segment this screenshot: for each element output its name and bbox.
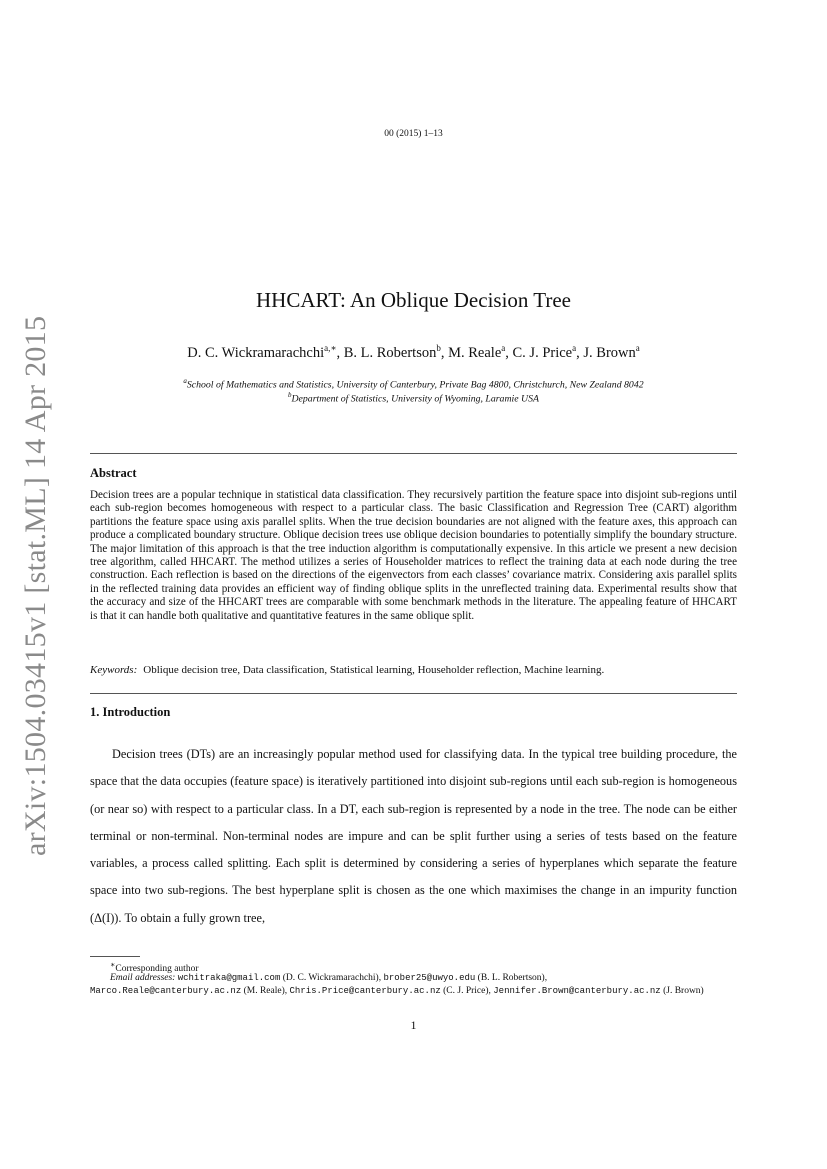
author: J. Brown$^a$ bbox=[583, 343, 640, 361]
affiliation: $^a$School of Mathematics and Statistics, University of Canterbury, Private Bag 4800, Christchurch, New Zealand 8042 bbox=[183, 377, 644, 391]
divider bbox=[90, 693, 737, 694]
footnote-corresponding: ∗Corresponding author bbox=[110, 960, 199, 975]
intro-paragraph: Decision trees (DTs) are an increasingly popular method used for classifying data. In the typical tree building procedure, the space that the data occupies (feature space) is iteratively partitioned into disjoint sub-regions until each sub-region is homogeneous (or near so) with respect to a particular class. In a DT, each sub-region is represented by a node in the tree. The node can be either terminal or non-terminal. Non-terminal nodes are impure and can be split further using a series of tests based on the feature variables, a process called splitting. Each split is determined by considering a series of hyperplanes which separate the feature space into two sub-regions. The best hyperplane split is chosen as the one which maximises the change in an impurity function (Δ(I)). To obtain a fully grown tree, bbox=[90, 747, 737, 925]
abstract-text: Decision trees are a popular technique in statistical data classification. They recursively partition the feature space into disjoint sub-regions until each sub-region becomes homogeneous with respect to a particular class. The basic Classification and Regression Tree (CART) algorithm partitions the feature space using axis parallel splits. When the true decision boundaries are not aligned with the feature axes, this approach can produce a complicated boundary structure. Oblique decision trees use oblique decision boundaries to potentially simplify the boundary structure. The major limitation of this approach is that the tree induction algorithm is computationally expensive. In this article we present a new decision tree algorithm, called HHCART. The method utilizes a series of Householder matrices to reflect the training data at each node during the tree construction. Each reflection is based on the directions of the eigenvectors from each classes’ covariance matrix. Considering axis parallel splits in the reflected training data provides an efficient way of finding oblique splits in the unreflected training data. Experimental results show that the accuracy and size of the HHCART trees are comparable with some benchmark methods in the literature. The appealing feature of HHCART is that it can handle both qualitative and quantitative features in the same oblique split. bbox=[90, 489, 737, 622]
footnote-emails-cont: Marco.Reale@canterbury.ac.nz (M. Reale), Chris.Price@canterbury.ac.nz (C. J. Price), Jennifer.Brown@canterbury.ac.nz (J. Brown) bbox=[90, 986, 704, 996]
affiliation: $^b$Department of Statistics, University of Wyoming, Laramie USA bbox=[287, 391, 540, 405]
divider bbox=[90, 453, 737, 454]
arxiv-side-stamp: arXiv:1504.03415v1 [stat.ML] 14 Apr 2015 bbox=[19, 315, 52, 856]
author: D. C. Wickramarachchi$^{a,∗}$ bbox=[187, 343, 337, 361]
footnote-emails: Email addresses: wchitraka@gmail.com (D. C. Wickramarachchi), brober25@uwyo.edu (B. L. Robertson), bbox=[110, 973, 548, 983]
email-link[interactable]: Jennifer.Brown@canterbury.ac.nz bbox=[493, 986, 661, 996]
keywords: Keywords: Oblique decision tree, Data classification, Statistical learning, Householder reflection, Machine learning. bbox=[90, 664, 605, 676]
footnote-rule bbox=[90, 956, 140, 957]
abstract-heading: Abstract bbox=[90, 466, 137, 480]
email-link[interactable]: Marco.Reale@canterbury.ac.nz bbox=[90, 986, 242, 996]
email-link[interactable]: Chris.Price@canterbury.ac.nz bbox=[289, 986, 441, 996]
email-link[interactable]: wchitraka@gmail.com bbox=[177, 973, 281, 983]
author: C. J. Price$^a$ bbox=[512, 343, 577, 361]
journal-header: 00 (2015) 1–13 bbox=[384, 129, 443, 139]
author: M. Reale$^a$ bbox=[448, 343, 506, 361]
section-heading: 1. Introduction bbox=[90, 705, 171, 719]
email-link[interactable]: brober25@uwyo.edu bbox=[383, 973, 476, 983]
author: B. L. Robertson$^b$ bbox=[343, 343, 441, 361]
author-list: D. C. Wickramarachchi$^{a,∗}$, B. L. Robertson$^b$, M. Reale$^a$, C. J. Price$^a$, J. Brown$^a$ bbox=[187, 343, 640, 361]
page-number: 1 bbox=[410, 1018, 417, 1032]
paper-title: HHCART: An Oblique Decision Tree bbox=[255, 288, 572, 312]
